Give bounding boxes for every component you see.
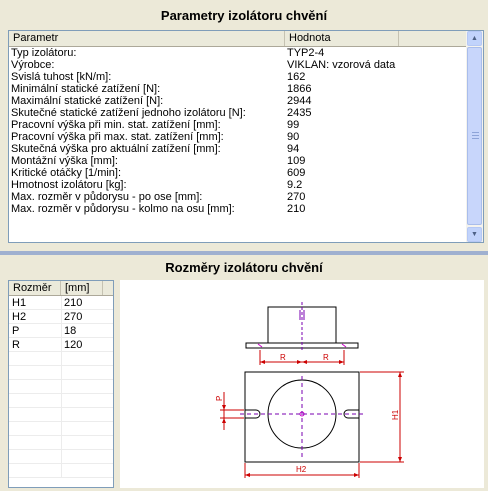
dimensions-table[interactable] (8, 280, 114, 488)
table-row[interactable] (9, 366, 113, 380)
params-title: Parametry izolátoru chvění (160, 8, 328, 23)
table-row[interactable] (9, 203, 467, 215)
param-value: 9.2 (287, 179, 303, 191)
param-value: 2435 (287, 107, 312, 119)
column-header-parameter[interactable]: Parametr (9, 31, 285, 46)
table-row[interactable] (9, 71, 467, 83)
grip-line (472, 135, 479, 136)
param-label: Max. rozměr v půdorysu - kolmo na osu [mm]: (11, 203, 235, 215)
param-label: Maximální statické zatížení [N]: (11, 95, 164, 107)
drawing-svg (120, 280, 484, 488)
grip-line (472, 138, 479, 139)
param-value: 162 (287, 71, 306, 83)
arrow (302, 360, 307, 364)
table-row[interactable] (9, 338, 113, 352)
param-label: Skutečné statické zatížení jednoho izolátoru [N]: (11, 107, 246, 119)
dimension-value (61, 408, 64, 421)
dimension-name: H2 (12, 311, 27, 323)
table-row[interactable] (9, 296, 113, 310)
arrow (260, 360, 265, 364)
param-label: Pracovní výška při min. stat. zatížení [mm]: (11, 119, 221, 131)
arrow (398, 372, 402, 377)
slot-mark-left (258, 344, 262, 347)
param-label: Montážní výška [mm]: (11, 155, 118, 167)
table-row[interactable] (9, 310, 113, 324)
dimension-value (61, 380, 64, 393)
arrow (354, 473, 359, 477)
table-row[interactable] (9, 83, 467, 95)
param-label: Typ izolátoru: (11, 47, 77, 59)
param-value: 609 (287, 167, 306, 179)
table-row[interactable] (9, 380, 113, 394)
table-row[interactable] (9, 450, 113, 464)
dimension-value: 210 (61, 296, 82, 309)
param-value: 270 (287, 191, 306, 203)
table-row[interactable] (9, 59, 467, 71)
panel-splitter[interactable] (0, 251, 488, 255)
table-row[interactable] (9, 167, 467, 179)
dimension-value: 18 (61, 324, 76, 337)
table-row[interactable] (9, 155, 467, 167)
arrow (222, 405, 226, 410)
dimension-value: 120 (61, 338, 82, 351)
slot-mark-right (342, 344, 346, 347)
column-header-dimension[interactable]: Rozměr (9, 281, 61, 295)
arrow (245, 473, 250, 477)
param-label: Výrobce: (11, 59, 55, 71)
h2-label: H2 (296, 465, 307, 474)
param-value: 90 (287, 131, 300, 143)
grip-line (472, 132, 479, 133)
arrow (339, 360, 344, 364)
table-row[interactable] (9, 191, 467, 203)
dimension-value (61, 422, 64, 435)
table-row[interactable] (9, 131, 467, 143)
p-label: P (215, 395, 224, 401)
param-value: TYP2-4 (287, 47, 325, 59)
r-right-label: R (323, 353, 329, 362)
h1-label: H1 (391, 409, 400, 420)
scroll-down-button[interactable]: ▼ (467, 227, 482, 242)
param-label: Kritické otáčky [1/min]: (11, 167, 122, 179)
param-label: Max. rozměr v půdorysu - po ose [mm]: (11, 191, 203, 203)
param-value: 109 (287, 155, 306, 167)
dimension-value: 270 (61, 310, 82, 323)
dims-header (9, 281, 113, 296)
scroll-thumb[interactable] (467, 47, 482, 225)
table-row[interactable] (9, 352, 113, 366)
table-row[interactable] (9, 179, 467, 191)
column-header-unit[interactable]: [mm] (61, 281, 103, 295)
param-label: Skutečná výška pro aktuální zatížení [mm]: (11, 143, 221, 155)
table-row[interactable] (9, 119, 467, 131)
dimension-name: R (12, 339, 20, 351)
table-row[interactable] (9, 95, 467, 107)
param-label: Pracovní výška při max. stat. zatížení [mm]: (11, 131, 224, 143)
isolator-drawing (120, 280, 484, 488)
dims-title: Rozměry izolátoru chvění (165, 260, 323, 275)
param-value: 99 (287, 119, 300, 131)
grid-header (9, 31, 467, 47)
arrow (297, 360, 302, 364)
dimension-value (61, 394, 64, 407)
column-header-value[interactable]: Hodnota (285, 31, 399, 46)
r-left-label: R (280, 353, 286, 362)
dimension-value (61, 366, 64, 379)
grid-rows (9, 47, 467, 215)
table-row[interactable] (9, 436, 113, 450)
table-row[interactable] (9, 47, 467, 59)
table-row[interactable] (9, 107, 467, 119)
param-value: 210 (287, 203, 306, 215)
arrow (398, 457, 402, 462)
arrow (222, 418, 226, 423)
dimension-value (61, 450, 64, 463)
dims-rows (9, 296, 113, 478)
table-row[interactable] (9, 408, 113, 422)
parameters-grid[interactable] (8, 30, 484, 243)
dimension-name: H1 (12, 297, 27, 309)
param-value: VIKLAN: vzorová data (287, 59, 396, 71)
dimension-name: P (12, 325, 20, 337)
vertical-scrollbar[interactable] (466, 31, 483, 242)
param-label: Svislá tuhost [kN/m]: (11, 71, 112, 83)
scroll-up-button[interactable]: ▲ (467, 31, 482, 46)
table-row[interactable] (9, 464, 113, 478)
table-row[interactable] (9, 324, 113, 338)
dimension-value (61, 352, 64, 365)
table-row[interactable] (9, 143, 467, 155)
dimension-value (61, 436, 64, 449)
table-row[interactable] (9, 394, 113, 408)
param-label: Hmotnost izolátoru [kg]: (11, 179, 127, 191)
dimension-value (61, 464, 64, 477)
table-row[interactable] (9, 422, 113, 436)
param-value: 1866 (287, 83, 312, 95)
param-value: 2944 (287, 95, 312, 107)
param-label: Minimální statické zatížení [N]: (11, 83, 161, 95)
param-value: 94 (287, 143, 300, 155)
